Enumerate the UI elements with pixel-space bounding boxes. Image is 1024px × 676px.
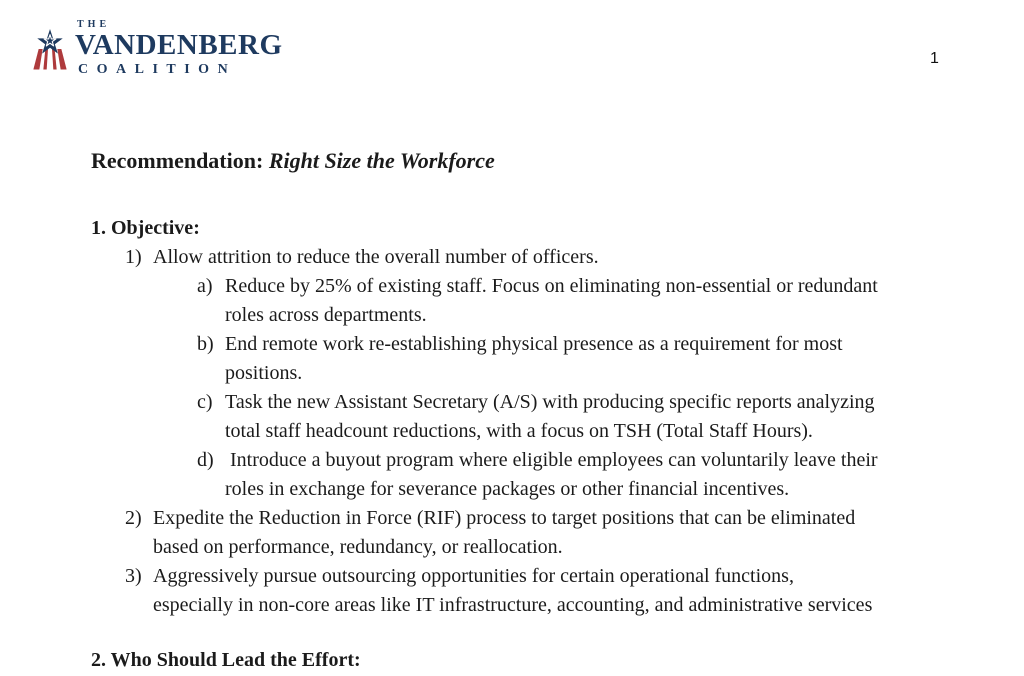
logo-subname-text: COALITION: [78, 62, 237, 77]
document-content: [91, 146, 951, 675]
list-text: Task the new Assistant Secretary (A/S) with producing specific reports analyzing total staff headcount reductions, with a focus on TSH (Total Staff Hours).: [225, 391, 875, 442]
list-marker: 1): [125, 246, 142, 268]
list-item: [91, 388, 951, 446]
list-text: Allow attrition to reduce the overall number of officers.: [153, 246, 599, 268]
vandenberg-coalition-logo: [30, 16, 283, 82]
list-text: Aggressively pursue outsourcing opportunities for certain operational functions, especially in non-core areas like IT infrastructure, accounting, and administrative services: [153, 565, 873, 616]
list-item: [91, 272, 951, 330]
section-heading-objective: 1. Objective:: [91, 217, 200, 239]
document-title: [91, 146, 951, 175]
star-pedestal-icon: [30, 16, 70, 82]
list-item: [91, 446, 951, 504]
list-marker: c): [197, 391, 213, 413]
list-marker: 2): [125, 507, 142, 529]
document-title-prefix: Recommendation:: [91, 148, 269, 173]
document-title-italic: Right Size the Workforce: [268, 148, 495, 173]
list-marker: a): [197, 275, 213, 297]
list-item: [91, 562, 951, 620]
list-text: Expedite the Reduction in Force (RIF) process to target positions that can be eliminated based on performance, redundancy, or reallocation.: [153, 507, 856, 558]
list-marker: 3): [125, 565, 142, 587]
list-marker: b): [197, 333, 214, 355]
list-item: [91, 243, 951, 272]
page-number: 1: [930, 50, 939, 67]
list-text: Reduce by 25% of existing staff. Focus on eliminating non-essential or redundant roles across departments.: [225, 275, 878, 326]
logo-name-text: VANDENBERG: [75, 29, 283, 61]
list-item: [91, 504, 951, 562]
logo-the-text: THE: [77, 19, 111, 30]
list-text: End remote work re-establishing physical presence as a requirement for most positions.: [225, 333, 843, 384]
list-marker: d): [197, 449, 214, 471]
list-item: [91, 330, 951, 388]
section-heading-who-should-lead: 2. Who Should Lead the Effort:: [91, 649, 361, 671]
list-text: Introduce a buyout program where eligible employees can voluntarily leave their roles in exchange for severance packages or other financial incentives.: [225, 449, 878, 500]
logo-wordmark: [75, 16, 283, 77]
